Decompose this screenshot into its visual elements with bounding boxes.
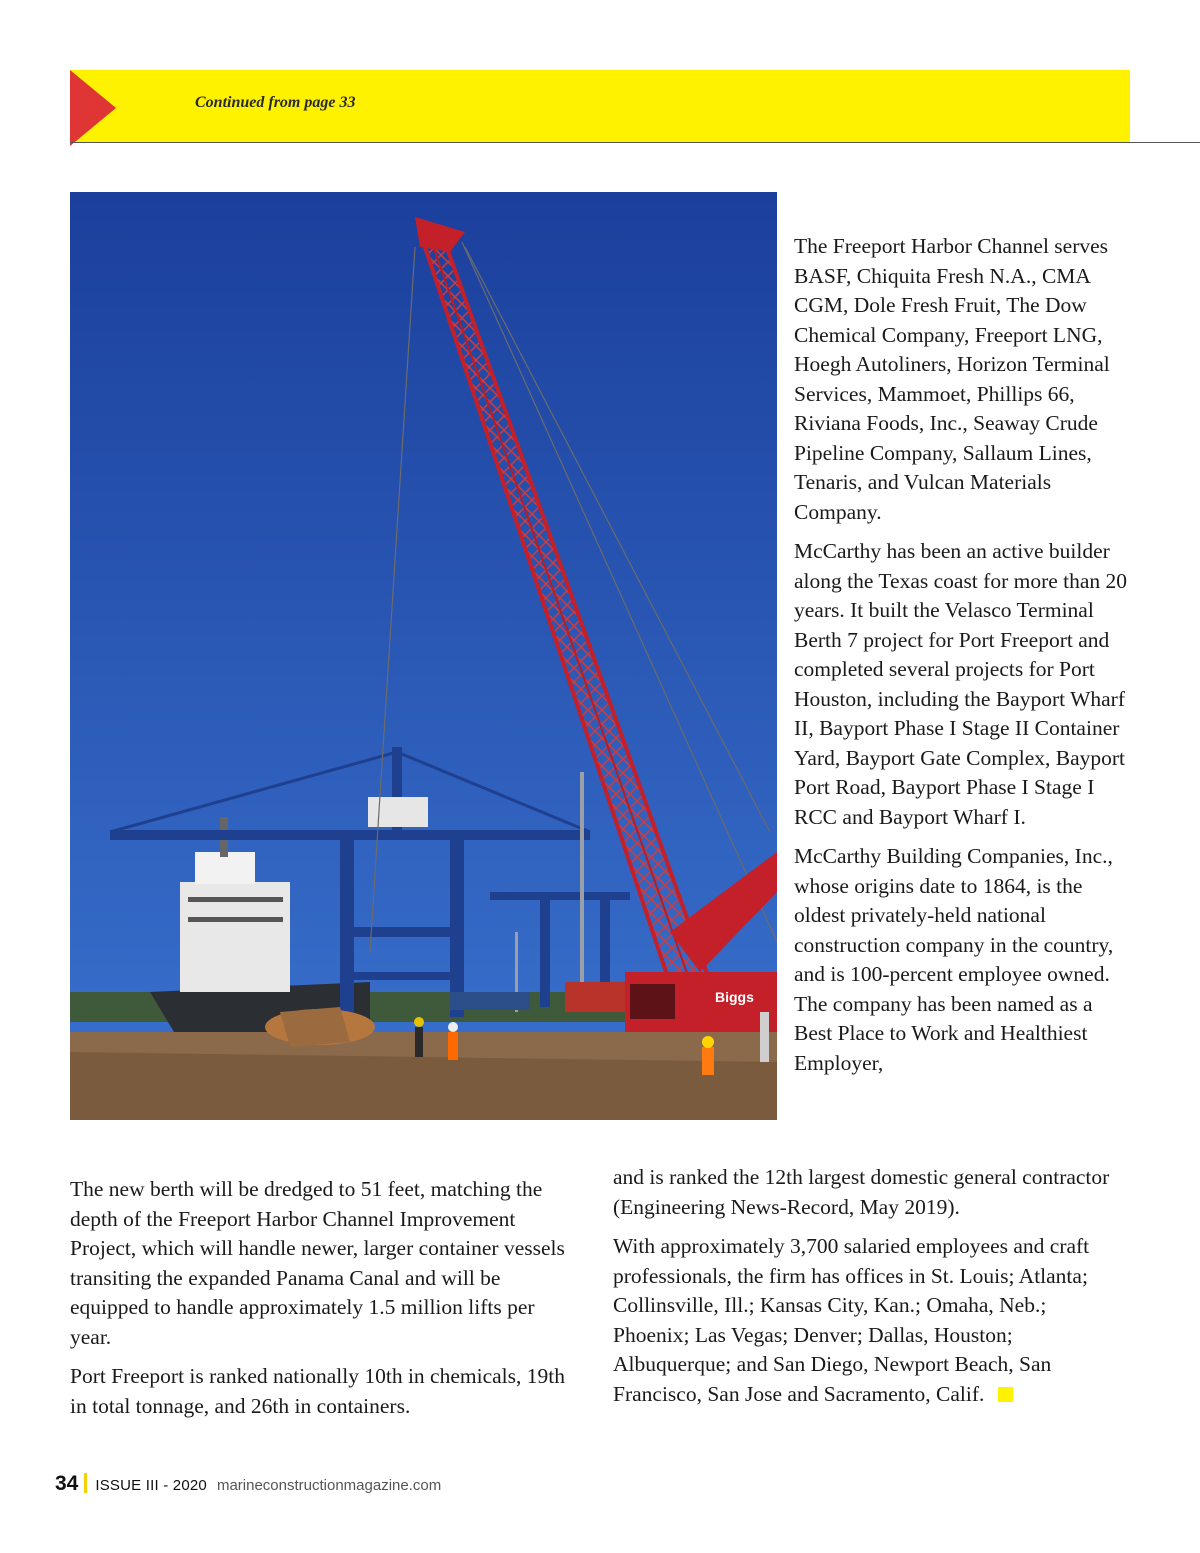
header-rule bbox=[70, 142, 1200, 143]
article-column-middle bbox=[613, 1163, 1123, 1419]
paragraph-mccarthy-builder: McCarthy has been an active builder along the Texas coast for more than 20 years. It built the Velasco Terminal Berth 7 project for Port Freeport and completed several projects for Port Houston, including the Bayport Wharf II, Bayport Phase I Stage II Container Yard, Bayport Gate Complex, Bayport Port Road, Bayport Phase I Stage I RCC and Bayport Wharf I. bbox=[794, 539, 1128, 829]
article-column-right bbox=[794, 232, 1134, 1088]
crane-photo bbox=[70, 192, 777, 1120]
paragraph-port-ranking: Port Freeport is ranked nationally 10th in chemicals, 19th in total tonnage, and 26th in containers. bbox=[70, 1364, 565, 1418]
page-footer bbox=[55, 1472, 441, 1496]
issue-label: ISSUE III - 2020 bbox=[95, 1477, 207, 1494]
paragraph-offices-text: With approximately 3,700 salaried employees and craft professionals, the firm has offices in St. Louis; Atlanta; Collinsville, Ill.; Kansas City, Kan.; Omaha, Neb.; Phoenix; Las Vegas; Denver; Dallas, Houston; Albuquerque; and San Diego, Newport Beach, San Francisco, San Jose and Sacramento, Calif. bbox=[613, 1234, 1090, 1406]
paragraph-contractor-rank: and is ranked the 12th largest domestic general contractor (Engineering News-Record, May 2019). bbox=[613, 1165, 1110, 1219]
paragraph-mccarthy-company: McCarthy Building Companies, Inc., whose origins date to 1864, is the oldest privately-held national construction company in the country, and is 100-percent employee owned. The company has been named as a Best Place to Work and Healthiest Employer, bbox=[794, 844, 1114, 1075]
footer-separator bbox=[84, 1473, 87, 1493]
end-of-article-icon bbox=[998, 1387, 1013, 1402]
banner-arrow-icon bbox=[70, 70, 116, 146]
crane-brand-text: Biggs bbox=[715, 989, 754, 1005]
paragraph-new-berth: The new berth will be dredged to 51 feet, matching the depth of the Freeport Harbor Channel Improvement Project, which will handle newer, larger container vessels transiting the expanded Panama Canal and will be equipped to handle approximately 1.5 million lifts per year. bbox=[70, 1177, 565, 1349]
paragraph-harbor-channel: The Freeport Harbor Channel serves BASF, Chiquita Fresh N.A., CMA CGM, Dole Fresh Fruit, The Dow Chemical Company, Freeport LNG, Hoegh Autoliners, Horizon Terminal Services, Mammoet, Phillips 66, Riviana Foods, Inc., Seaway Crude Pipeline Company, Sallaum Lines, Tenaris, and Vulcan Materials Company. bbox=[794, 234, 1110, 524]
page-number: 34 bbox=[55, 1472, 79, 1495]
article-column-left bbox=[70, 1175, 580, 1431]
continued-from-label: Continued from page 33 bbox=[195, 94, 356, 111]
website-link[interactable]: marineconstructionmagazine.com bbox=[216, 1477, 442, 1494]
paragraph-offices bbox=[613, 1232, 1123, 1409]
